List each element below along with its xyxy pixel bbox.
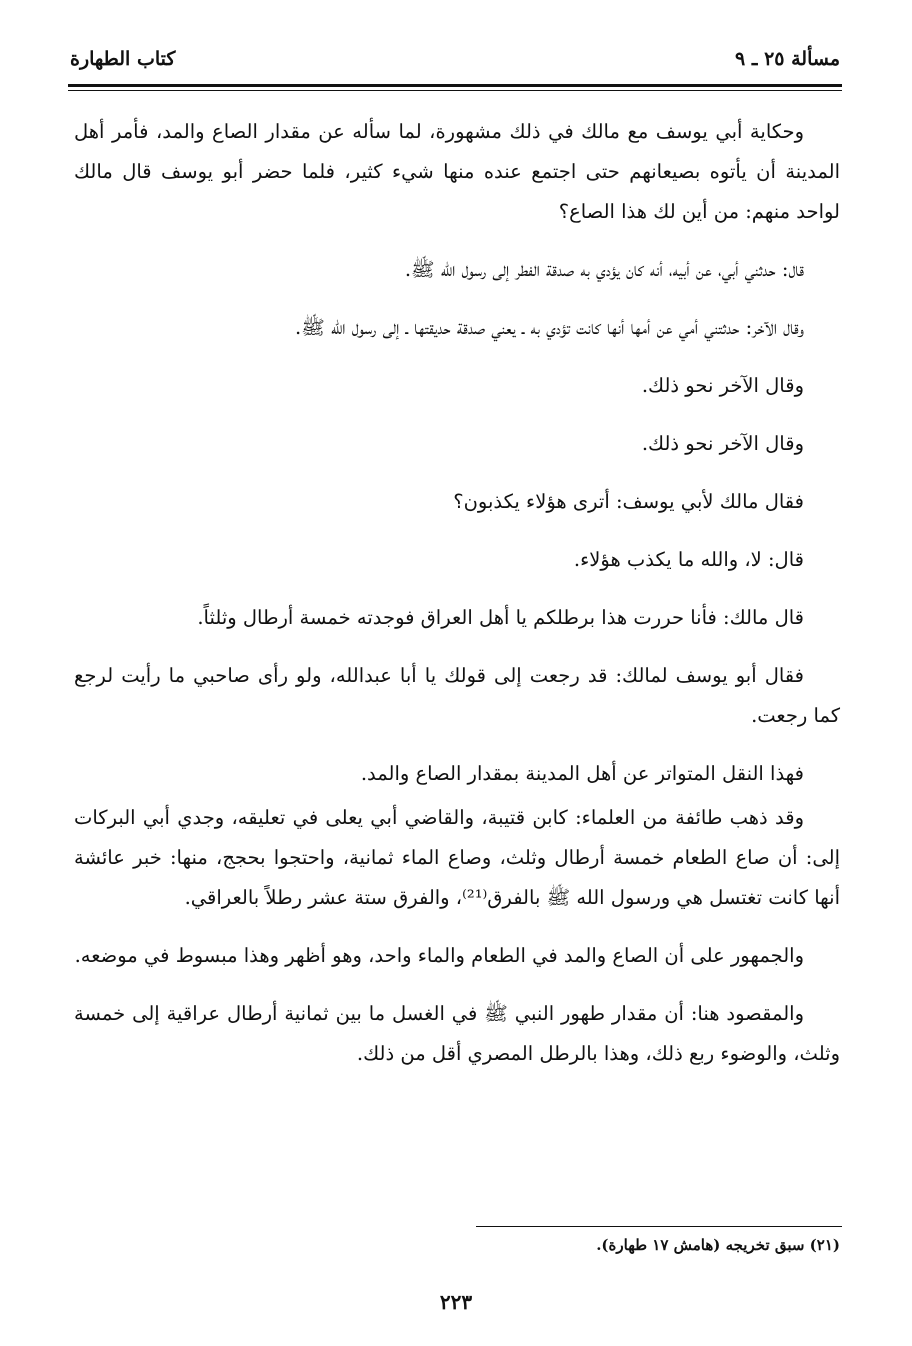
paragraph: قال: حدثني أبي، عن أبيه، أنه كان يؤدي به صدقة الفطر إلى رسول الله ﷺ.: [404, 258, 804, 281]
main-text: [74, 112, 840, 1092]
section-title: مسألة ٢٥ ـ ٩: [735, 48, 840, 70]
paragraph: قال: لا، والله ما يكذب هؤلاء.: [573, 548, 804, 571]
paragraph: وحكاية أبي يوسف مع مالك في ذلك مشهورة، لما سأله عن مقدار الصاع والمد، فأمر أهل المدينة أن يأتوه بصيعانهم حتى اجتمع عنده منها شيء كثير، فلما حضر أبو يوسف قال مالك لواحد منهم: من أين لك هذا الصاع؟: [74, 120, 840, 223]
paragraph: والمقصود هنا: أن مقدار طهور النبي ﷺ في الغسل ما بين ثمانية أرطال عراقية إلى خمسة وثلث، والوضوء ربع ذلك، وهذا بالرطل المصري أقل من ذلك.: [74, 1002, 840, 1065]
paragraph: قال مالك: فأنا حررت هذا برطلكم يا أهل العراق فوجدته خمسة أرطال وثلثاً.: [197, 606, 804, 629]
paragraph: وقال الآخر: حدثتني أمي عن أمها أنها كانت تؤدي به ـ يعني صدقة حديقتها ـ إلى رسول الله ﷺ.: [295, 316, 804, 339]
paragraph: فقال أبو يوسف لمالك: قد رجعت إلى قولك يا أبا عبدالله، ولو رأى صاحبي ما رأيت لرجع كما رجعت.: [74, 664, 840, 727]
header-rule-thin: [68, 90, 842, 91]
footnote-rule: [476, 1226, 842, 1227]
book-title: كتاب الطهارة: [70, 48, 176, 70]
page-number: ٢٢٣: [439, 1290, 473, 1314]
paragraph: فقال مالك لأبي يوسف: أترى هؤلاء يكذبون؟: [453, 490, 804, 513]
header-rule-thick: [68, 84, 842, 87]
paragraph: وقد ذهب طائفة من العلماء: كابن قتيبة، والقاضي أبي يعلى في تعليقه، وجدي أبي البركات إلى: أن صاع الطعام خمسة أرطال وثلث، وصاع الماء ثمانية، واحتجوا بحجج، منها: خبر عائشة أنها كانت تغتسل هي ورسول الله ﷺ بالفرق⁽²¹⁾، والفرق ستة عشر رطلاً بالعراقي.: [74, 806, 840, 909]
paragraph: وقال الآخر نحو ذلك.: [641, 432, 804, 455]
running-header: [70, 48, 840, 82]
paragraph: فهذا النقل المتواتر عن أهل المدينة بمقدار الصاع والمد.: [360, 762, 804, 785]
paragraph: وقال الآخر نحو ذلك.: [641, 374, 804, 397]
paragraph: والجمهور على أن الصاع والمد في الطعام والماء واحد، وهو أظهر وهذا مبسوط في موضعه.: [74, 944, 804, 967]
footnote: (٢١) سبق تخريجه (هامش ١٧ طهارة).: [596, 1236, 840, 1254]
